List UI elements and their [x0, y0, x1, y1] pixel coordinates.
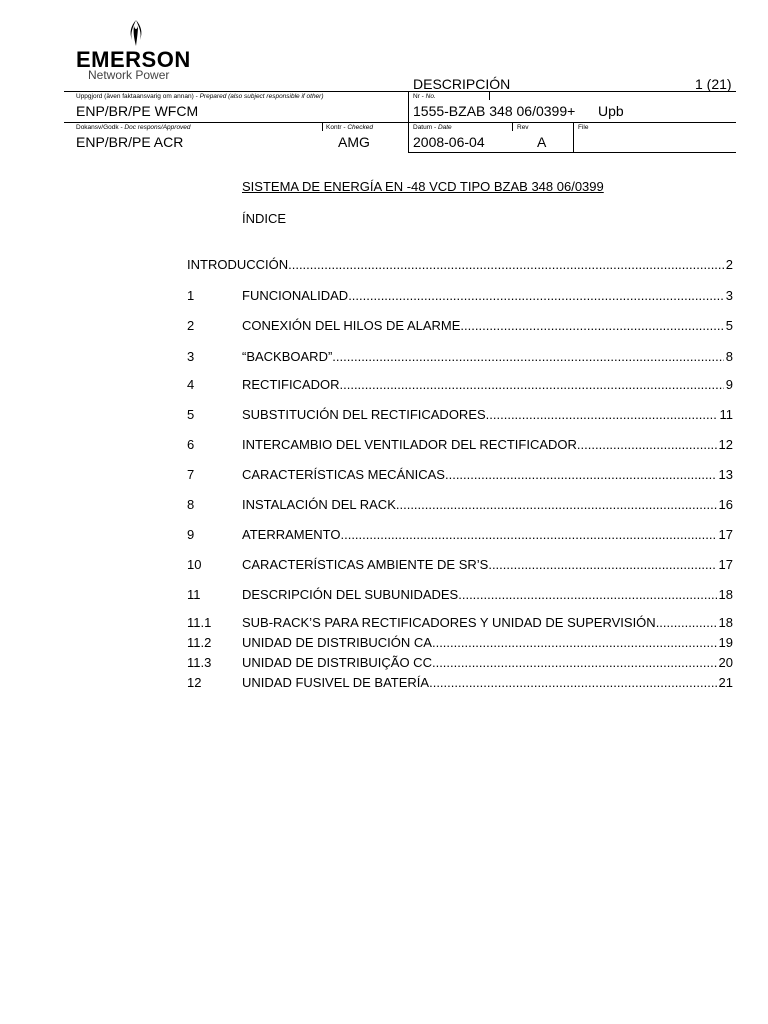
toc-page: 8 [725, 349, 733, 364]
header-divider [512, 122, 513, 131]
toc-entry[interactable] [187, 288, 733, 306]
header-rule-top [64, 91, 736, 92]
toc-number: 11.1 [187, 615, 212, 630]
toc-leader [432, 655, 717, 670]
toc-number: 11.2 [187, 635, 212, 650]
toc-title: SUBSTITUCIÓN DEL RECTIFICADORES [242, 407, 486, 422]
toc-leader [445, 467, 717, 482]
approved-label: Dokansv/Godk - Doc respons/Approved [76, 124, 191, 131]
toc-page: 19 [718, 635, 733, 650]
toc-leader [577, 437, 717, 452]
toc-leader [458, 587, 716, 602]
toc-title: FUNCIONALIDAD [242, 288, 349, 303]
toc-title: CARACTERÍSTICAS AMBIENTE DE SR’S [242, 557, 489, 572]
toc-page: 17 [718, 527, 733, 542]
toc-number: 8 [187, 497, 195, 512]
emerson-logo [76, 18, 206, 80]
toc-leader [656, 615, 717, 630]
toc-number: 6 [187, 437, 195, 452]
toc-entry[interactable] [187, 497, 733, 515]
toc-title: ATERRAMENTO [242, 527, 341, 542]
brand-name: EMERSON [76, 47, 191, 72]
toc-leader [429, 675, 716, 690]
toc-page: 21 [718, 675, 733, 690]
toc-page: 20 [718, 655, 733, 670]
rev-label: Rev [517, 124, 529, 131]
checked-label: Kontr - Checked [326, 124, 373, 131]
toc-title: SUB-RACK’S PARA RECTIFICADORES Y UNIDAD DE SUPERVISIÓN [242, 615, 656, 630]
toc-entry[interactable] [187, 377, 733, 395]
index-heading: ÍNDICE [242, 211, 287, 226]
doc-number: 1555-BZAB 348 06/0399+ [413, 103, 576, 119]
toc-page: 11 [719, 407, 733, 422]
toc-title: INTRODUCCIÓN [187, 257, 289, 272]
toc-number: 7 [187, 467, 195, 482]
toc-title: DESCRIPCIÓN DEL SUBUNIDADES [242, 587, 459, 602]
toc-number: 12 [187, 675, 202, 690]
toc-leader [348, 288, 724, 303]
date-value: 2008-06-04 [413, 134, 485, 150]
toc-title: UNIDAD DE DISTRIBUIÇÃO CC [242, 655, 432, 670]
toc-entry[interactable] [187, 318, 733, 336]
toc-title: UNIDAD DE DISTRIBUCIÓN CA [242, 635, 432, 650]
toc-page: 9 [725, 377, 733, 392]
toc-entry[interactable] [187, 407, 733, 425]
toc-number: 3 [187, 349, 195, 364]
toc-entry[interactable] [187, 467, 733, 485]
toc-page: 3 [725, 288, 733, 303]
toc-leader [340, 527, 716, 542]
prepared-value: ENP/BR/PE WFCM [76, 103, 199, 119]
header-divider [573, 122, 574, 153]
toc-number: 1 [187, 288, 195, 303]
toc-number: 2 [187, 318, 195, 333]
toc-number: 5 [187, 407, 195, 422]
toc-entry[interactable] [187, 437, 733, 455]
toc-page: 2 [725, 257, 733, 272]
toc-number: 11 [187, 587, 201, 602]
toc-page: 13 [718, 467, 733, 482]
page-count: 1 (21) [695, 76, 732, 92]
toc-leader [460, 318, 723, 333]
approved-value: ENP/BR/PE ACR [76, 134, 184, 150]
toc-page: 5 [725, 318, 733, 333]
header-divider [322, 122, 323, 131]
toc-title: CONEXIÓN DEL HILOS DE ALARME [242, 318, 461, 333]
toc-entry[interactable] [187, 349, 733, 367]
toc-leader [340, 377, 724, 392]
prepared-label: Uppgjord (även faktaansvarig om annan) - Prepared (also subject responsible if other) [76, 93, 324, 100]
header-divider [408, 122, 409, 153]
toc-entry[interactable] [187, 527, 733, 545]
brand-subtitle: Network Power [88, 68, 170, 82]
toc-page: 12 [718, 437, 733, 452]
date-label: Datum - Date [413, 124, 452, 131]
toc-title: INTERCAMBIO DEL VENTILADOR DEL RECTIFICADOR [242, 437, 577, 452]
nr-label: Nr - No. [413, 93, 436, 100]
toc-title: CARACTERÍSTICAS MECÁNICAS [242, 467, 445, 482]
toc-title: “BACKBOARD” [242, 349, 333, 364]
toc-title: INSTALACIÓN DEL RACK [242, 497, 396, 512]
toc-title: RECTIFICADOR [242, 377, 340, 392]
toc-page: 17 [718, 557, 733, 572]
toc-entry[interactable] [187, 655, 733, 673]
toc-number: 11.3 [187, 655, 212, 670]
toc-title: UNIDAD FUSIVEL DE BATERÍA [242, 675, 430, 690]
header-rule-middle [64, 122, 736, 123]
doc-type: DESCRIPCIÓN [413, 76, 511, 92]
toc-leader [288, 257, 724, 272]
toc-page: 18 [718, 615, 733, 630]
doc-number-suffix: Upb [598, 103, 624, 119]
toc-page: 18 [718, 587, 733, 602]
toc-number: 9 [187, 527, 195, 542]
toc-leader [486, 407, 718, 422]
toc-leader [488, 557, 716, 572]
toc-entry[interactable] [187, 675, 733, 693]
toc-number: 10 [187, 557, 202, 572]
toc-number: 4 [187, 377, 195, 392]
toc-leader [432, 635, 717, 650]
toc-entry[interactable] [187, 635, 733, 653]
toc-entry[interactable] [187, 587, 733, 605]
emerson-logo-icon [121, 18, 151, 48]
header-divider [489, 91, 490, 100]
toc-leader [332, 349, 723, 364]
toc-leader [396, 497, 717, 512]
file-label: File [578, 124, 589, 131]
header-divider [408, 91, 409, 122]
header-rule-bottom [408, 152, 736, 153]
checked-value: AMG [338, 134, 370, 150]
toc-page: 16 [718, 497, 733, 512]
toc-entry[interactable] [187, 257, 733, 275]
document-title: SISTEMA DE ENERGÍA EN -48 VCD TIPO BZAB 348 06/0399 [242, 179, 604, 194]
toc-entry[interactable] [187, 615, 733, 633]
toc-entry[interactable] [187, 557, 733, 575]
rev-value: A [537, 134, 547, 150]
